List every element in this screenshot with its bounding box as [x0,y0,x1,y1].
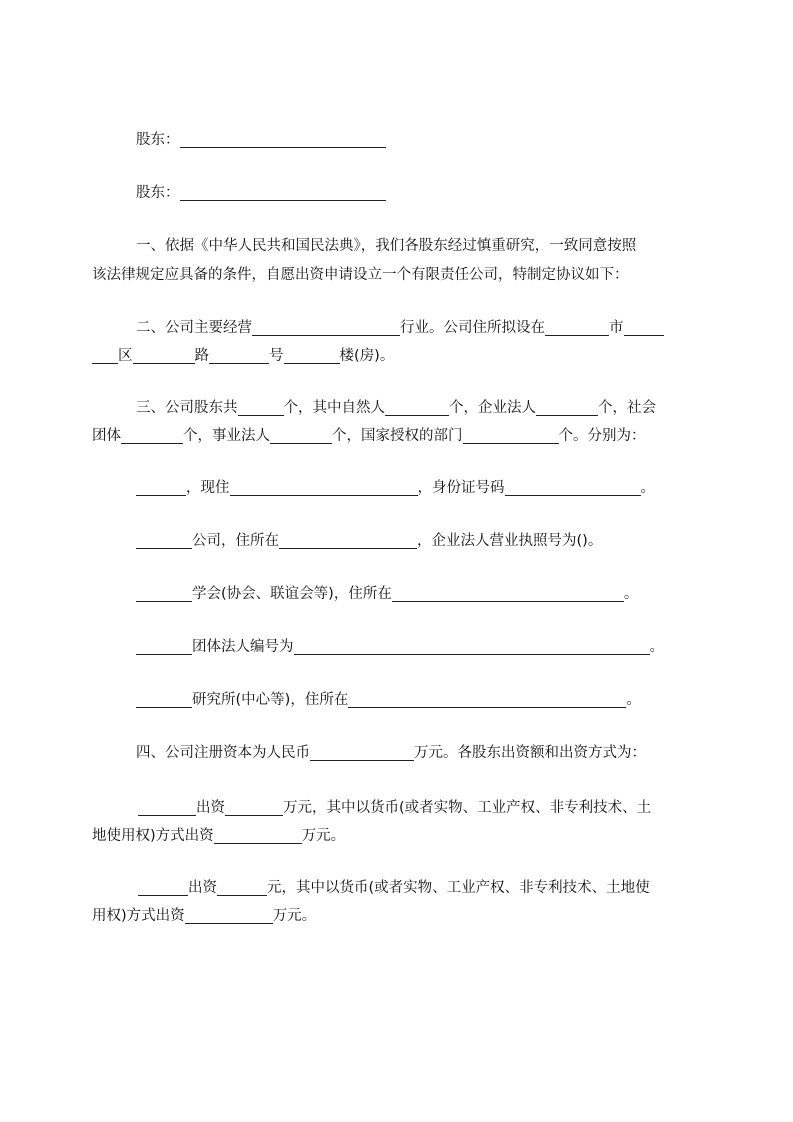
road-blank[interactable] [133,348,195,364]
person-name-blank[interactable] [136,480,186,496]
institute-line-text: 。 [626,692,641,708]
company-line [136,531,602,551]
company-line-text: 公司，住所在 [192,533,279,549]
clause-4-line [136,743,646,763]
group-number-blank[interactable] [294,639,650,655]
institute-line-text: 研究所(中心等)，住所在 [192,692,349,708]
id-number-blank[interactable] [505,480,641,496]
clause-3-line-1 [136,398,656,418]
shareholder-line-1 [136,130,386,150]
group-name-blank[interactable] [136,639,192,655]
clause-3-text: 个，其中自然人 [283,400,385,416]
social-group-count-blank[interactable] [121,428,183,444]
contribution-method-amount-blank[interactable] [214,828,302,844]
clause-2-text: 楼(房)。 [339,348,395,364]
institute-address-blank[interactable] [348,692,626,708]
clause-3-text: 个，事业法人 [183,428,270,444]
registered-capital-blank[interactable] [310,745,414,761]
shareholder-name-blank[interactable] [180,185,386,201]
contribution-text: 用权)方式出资 [92,908,185,924]
contributor-blank[interactable] [138,800,196,816]
clause-3-text: 团体 [92,428,121,444]
clause-3-text: 三、公司股东共 [136,400,238,416]
contribution-method-amount-blank[interactable] [185,908,273,924]
person-line-text: 。 [640,480,655,496]
clause-2-line-2 [92,346,394,366]
clause-1-text: 该法律规定应具备的条件，自愿出资申请设立一个有限责任公司，特制定协议如下： [92,267,629,283]
society-line [136,584,638,604]
clause-3-text: 个，企业法人 [449,400,536,416]
company-line-text: ，企业法人营业执照号为()。 [417,533,603,549]
natural-person-count-blank[interactable] [385,400,449,416]
contribution-text: 出资 [188,880,217,896]
clause-1-text: 一、依据《中华人民共和国民法典》，我们各股东经过慎重研究，一致同意按照 [136,238,637,254]
clause-2-text: 市 [609,320,624,336]
clause-3-line-2 [92,426,646,446]
contribution-amount-blank[interactable] [225,800,283,816]
contribution-1-line-1 [138,798,651,818]
clause-1-line-2 [92,265,629,285]
contribution-text: 元，其中以货币(或者实物、工业产权、非专利技术、土地使 [267,880,650,896]
building-blank[interactable] [284,348,340,364]
state-department-count-blank[interactable] [463,428,559,444]
shareholder-label: 股东： [136,132,180,148]
clause-3-text: 个，国家授权的部门 [332,428,463,444]
clause-2-line-1 [136,318,664,338]
contribution-text: 万元。 [301,828,346,844]
institute-line [136,690,641,710]
society-line-text: 。 [623,586,639,602]
society-name-blank[interactable] [136,586,192,602]
contribution-1-line-2 [92,826,345,846]
clause-4-text: 万元。各股东出资额和出资方式为： [414,745,646,761]
city-blank[interactable] [545,320,609,336]
contribution-text: 地使用权)方式出资 [92,828,214,844]
number-blank[interactable] [209,348,269,364]
clause-2-text: 二、公司主要经营 [136,320,252,336]
shareholder-name-blank[interactable] [180,132,386,148]
contribution-2-line-1 [138,878,650,898]
group-line-text: 。 [649,639,664,655]
contribution-text: 万元，其中以货币(或者实物、工业产权、非专利技术、土 [283,800,652,816]
clause-2-text: 行业。公司住所拟设在 [400,320,545,336]
business-scope-blank[interactable] [252,320,400,336]
group-line [136,637,664,657]
contributor-blank[interactable] [138,880,188,896]
group-line-text: 团体法人编号为 [192,639,294,655]
natural-person-line [136,478,655,498]
shareholder-count-blank[interactable] [238,400,284,416]
clause-2-text: 路 [194,348,209,364]
person-line-text: ，现住 [186,480,230,496]
institution-count-blank[interactable] [270,428,332,444]
city-district-blank[interactable] [624,320,664,336]
person-line-text: ，身份证号码 [417,480,505,496]
clause-2-text: 区 [118,348,133,364]
contribution-amount-blank[interactable] [217,880,267,896]
district-blank[interactable] [92,348,118,364]
clause-3-text: 个，社会 [598,400,656,416]
institute-name-blank[interactable] [136,692,192,708]
clause-2-text: 号 [269,348,284,364]
shareholder-line-2 [136,183,386,203]
clause-1-line-1 [136,236,636,256]
clause-4-text: 四、公司注册资本为人民币 [136,745,310,761]
contribution-2-line-2 [92,906,316,926]
society-address-blank[interactable] [392,586,624,602]
contribution-text: 出资 [196,800,225,816]
address-blank[interactable] [230,480,418,496]
enterprise-count-blank[interactable] [536,400,598,416]
society-line-text: 学会(协会、联谊会等)，住所在 [192,586,392,602]
company-address-blank[interactable] [279,533,417,549]
shareholder-label: 股东： [136,185,180,201]
contribution-text: 万元。 [272,908,317,924]
clause-3-text: 个。分别为： [558,428,646,444]
company-name-blank[interactable] [136,533,192,549]
